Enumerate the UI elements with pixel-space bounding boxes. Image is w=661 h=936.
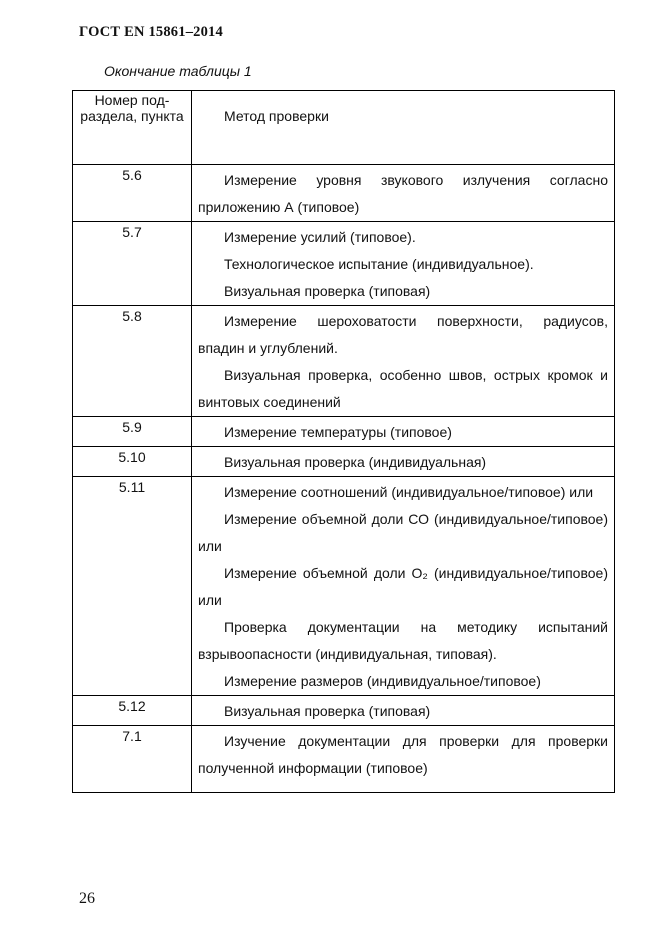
row-number: 5.9 <box>73 417 192 447</box>
method-paragraph: Проверка документации на методику испытаний взрывоопасности (индивидуальная, типовая). <box>198 619 608 662</box>
row-method <box>192 447 615 477</box>
method-paragraph: Измерение усилий (типовое). <box>224 229 416 245</box>
table-row <box>73 165 615 222</box>
row-number: 5.7 <box>73 222 192 306</box>
row-number: 5.10 <box>73 447 192 477</box>
row-number: 5.12 <box>73 696 192 726</box>
verification-table <box>72 90 615 793</box>
method-paragraph: Измерение температуры (типовое) <box>224 424 452 440</box>
method-paragraph: Визуальная проверка (типовая) <box>224 283 431 299</box>
column-header-method: Метод проверки <box>192 91 615 165</box>
table-row <box>73 222 615 306</box>
page-number: 26 <box>79 890 95 907</box>
method-paragraph: Измерение уровня звукового излучения согласно приложению А (типовое) <box>198 172 608 215</box>
method-paragraph: Измерение соотношений (индивидуальное/типовое) или <box>224 484 594 500</box>
row-number: 5.6 <box>73 165 192 222</box>
method-paragraph: Изучение документации для проверки для проверки полученной информации (типовое) <box>198 733 608 776</box>
table-row <box>73 726 615 793</box>
column-header-number: Номер под-раздела, пункта <box>73 91 192 165</box>
method-paragraph: Технологическое испытание (индивидуальное). <box>224 256 534 272</box>
method-paragraph: Измерение размеров (индивидуальное/типовое) <box>224 673 541 689</box>
row-method <box>192 417 615 447</box>
table-row <box>73 306 615 417</box>
method-paragraph: Измерение объемной доли СО (индивидуальное/типовое) или <box>198 511 608 554</box>
method-paragraph: Визуальная проверка, особенно швов, острых кромок и винтовых соединений <box>198 367 608 410</box>
table-row <box>73 477 615 696</box>
table-header-row <box>73 91 615 165</box>
method-paragraph: Измерение шероховатости поверхности, радиусов, впадин и углублений. <box>198 313 608 356</box>
method-paragraph: Визуальная проверка (индивидуальная) <box>224 454 487 470</box>
row-method <box>192 306 615 417</box>
row-number: 5.11 <box>73 477 192 696</box>
row-method <box>192 165 615 222</box>
row-method <box>192 696 615 726</box>
method-paragraph: Измерение объемной доли O₂ (индивидуальное/типовое) или <box>198 565 608 608</box>
method-paragraph: Визуальная проверка (типовая) <box>224 703 431 719</box>
row-number: 5.8 <box>73 306 192 417</box>
row-number: 7.1 <box>73 726 192 793</box>
document-header: ГОСТ EN 15861–2014 <box>79 24 223 40</box>
table-row <box>73 417 615 447</box>
row-method <box>192 477 615 696</box>
row-method <box>192 726 615 793</box>
row-method <box>192 222 615 306</box>
table-row <box>73 696 615 726</box>
table-caption: Окончание таблицы 1 <box>104 63 252 79</box>
table-row <box>73 447 615 477</box>
